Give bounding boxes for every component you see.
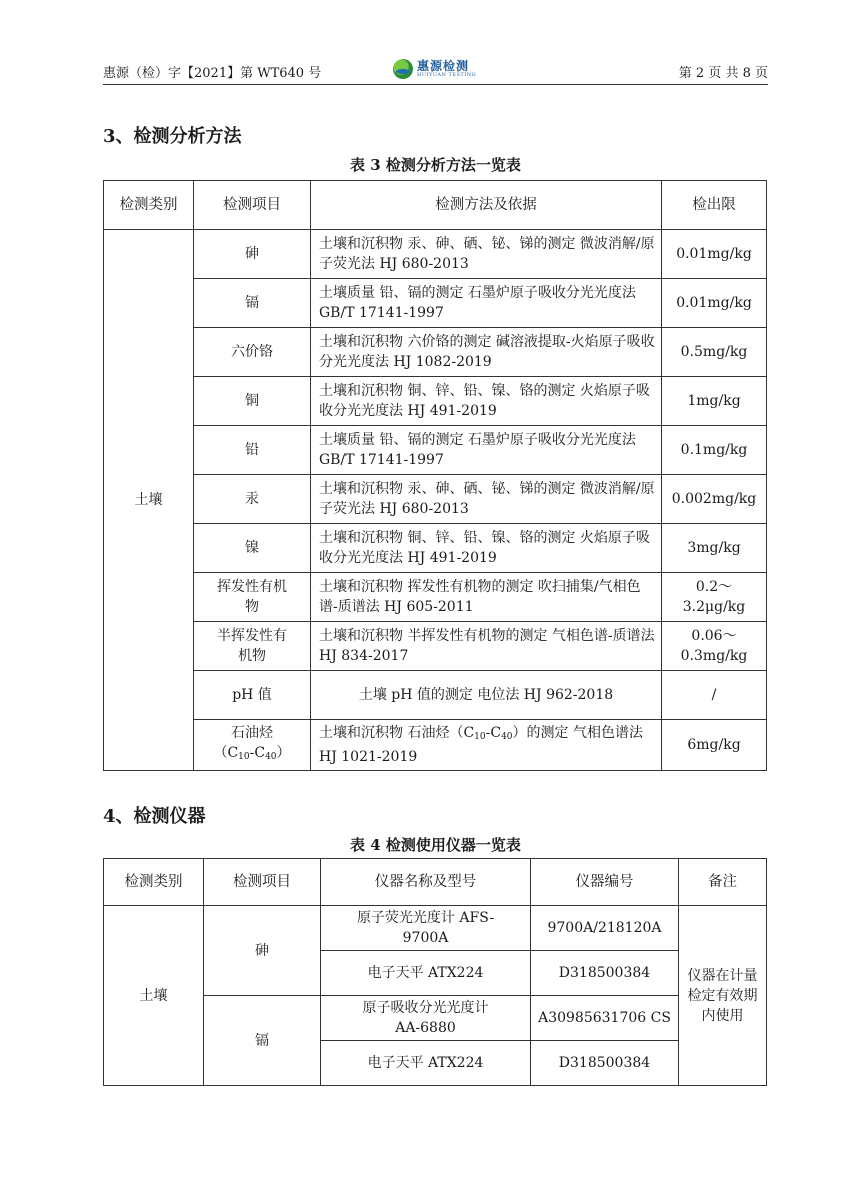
table-row	[104, 671, 767, 720]
doc-number: 惠源（检）字【2021】第 WT640 号	[103, 66, 322, 81]
limit-cell: 0.002mg/kg	[662, 475, 767, 524]
col-header: 检出限	[662, 181, 767, 230]
instrument-id-cell: D318500384	[531, 1041, 679, 1086]
instrument-name-cell: 电子天平 ATX224	[321, 1041, 531, 1086]
company-logo	[393, 59, 476, 79]
instrument-name-cell: 原子荧光光度计 AFS-9700A	[321, 906, 531, 951]
table-row	[104, 622, 767, 671]
limit-cell: 6mg/kg	[662, 720, 767, 771]
limit-cell: 0.01mg/kg	[662, 230, 767, 279]
table-row	[104, 230, 767, 279]
category-cell: 土壤	[104, 906, 204, 1086]
table-row	[104, 377, 767, 426]
table-row	[104, 573, 767, 622]
limit-cell: 0.1mg/kg	[662, 426, 767, 475]
limit-cell: 1mg/kg	[662, 377, 767, 426]
method-cell: 土壤和沉积物 半挥发性有机物的测定 气相色谱-质谱法 HJ 834-2017	[311, 622, 662, 671]
limit-cell: 3mg/kg	[662, 524, 767, 573]
item-cell: 铅	[194, 426, 311, 475]
limit-cell: 0.2～3.2μg/kg	[662, 573, 767, 622]
table-row	[104, 426, 767, 475]
table3-caption: 表 3 检测分析方法一览表	[350, 156, 521, 174]
item-cell: 砷	[204, 906, 321, 996]
col-header: 仪器编号	[531, 859, 679, 906]
table-header-row	[104, 181, 767, 230]
item-cell: 镉	[204, 996, 321, 1086]
table-row	[104, 328, 767, 377]
table-row	[104, 475, 767, 524]
limit-cell: 0.01mg/kg	[662, 279, 767, 328]
item-cell: 六价铬	[194, 328, 311, 377]
page-number: 第 2 页 共 8 页	[678, 66, 768, 81]
item-formula: $(C_{10}-C_{40})$	[213, 745, 291, 762]
limit-cell: /	[662, 671, 767, 720]
item-cell: pH 值	[194, 671, 311, 720]
method-cell: 土壤和沉积物 石油烃$(C_{10}-C_{40})$的测定 气相色谱法 HJ 1021-2019	[311, 720, 662, 771]
col-header: 检测项目	[204, 859, 321, 906]
methods-table	[103, 180, 767, 771]
remark-cell: 仪器在计量检定有效期内使用	[679, 906, 767, 1086]
method-cell: 土壤和沉积物 挥发性有机物的测定 吹扫捕集/气相色谱-质谱法 HJ 605-2011	[311, 573, 662, 622]
table-row	[104, 279, 767, 328]
method-cell: 土壤和沉积物 汞、砷、硒、铋、锑的测定 微波消解/原子荧光法 HJ 680-2013	[311, 475, 662, 524]
table-header-row	[104, 859, 767, 906]
col-header: 仪器名称及型号	[321, 859, 531, 906]
section3-title: 3、检测分析方法	[103, 126, 242, 147]
table-row	[104, 720, 767, 771]
item-name: 石油烃	[231, 725, 273, 741]
method-cell: 土壤质量 铅、镉的测定 石墨炉原子吸收分光光度法 GB/T 17141-1997	[311, 279, 662, 328]
table4-caption: 表 4 检测使用仪器一览表	[350, 836, 521, 854]
limit-cell: 0.06～0.3mg/kg	[662, 622, 767, 671]
instrument-name-cell: 原子吸收分光光度计 AA-6880	[321, 996, 531, 1041]
method-cell: 土壤和沉积物 汞、砷、硒、铋、锑的测定 微波消解/原子荧光法 HJ 680-2013	[311, 230, 662, 279]
col-header: 备注	[679, 859, 767, 906]
instrument-name-cell: 电子天平 ATX224	[321, 951, 531, 996]
col-header: 检测类别	[104, 181, 194, 230]
item-cell: 半挥发性有机物	[194, 622, 311, 671]
method-cell: 土壤 pH 值的测定 电位法 HJ 962-2018	[311, 671, 662, 720]
table-row	[104, 906, 767, 951]
item-cell: 砷	[194, 230, 311, 279]
col-header: 检测项目	[194, 181, 311, 230]
item-cell	[194, 720, 311, 771]
item-cell: 汞	[194, 475, 311, 524]
method-cell: 土壤和沉积物 铜、锌、铅、镍、铬的测定 火焰原子吸收分光光度法 HJ 491-2019	[311, 377, 662, 426]
item-cell: 铜	[194, 377, 311, 426]
category-cell: 土壤	[104, 230, 194, 771]
logo-text-cn: 惠源检测	[417, 59, 470, 73]
table-row	[104, 996, 767, 1041]
item-cell: 镍	[194, 524, 311, 573]
logo-icon	[393, 59, 413, 79]
limit-cell: 0.5mg/kg	[662, 328, 767, 377]
col-header: 检测方法及依据	[311, 181, 662, 230]
page-header	[103, 58, 768, 85]
instrument-id-cell: A30985631706 CS	[531, 996, 679, 1041]
item-cell: 挥发性有机物	[194, 573, 311, 622]
instruments-table	[103, 858, 767, 1086]
table-row	[104, 524, 767, 573]
method-cell: 土壤和沉积物 铜、锌、铅、镍、铬的测定 火焰原子吸收分光光度法 HJ 491-2019	[311, 524, 662, 573]
col-header: 检测类别	[104, 859, 204, 906]
item-cell: 镉	[194, 279, 311, 328]
logo-text-en: HUIYUAN TESTING	[417, 72, 477, 78]
instrument-id-cell: 9700A/218120A	[531, 906, 679, 951]
section4-title: 4、检测仪器	[103, 806, 206, 827]
instrument-id-cell: D318500384	[531, 951, 679, 996]
method-cell: 土壤质量 铅、镉的测定 石墨炉原子吸收分光光度法 GB/T 17141-1997	[311, 426, 662, 475]
method-cell: 土壤和沉积物 六价铬的测定 碱溶液提取-火焰原子吸收分光光度法 HJ 1082-2019	[311, 328, 662, 377]
